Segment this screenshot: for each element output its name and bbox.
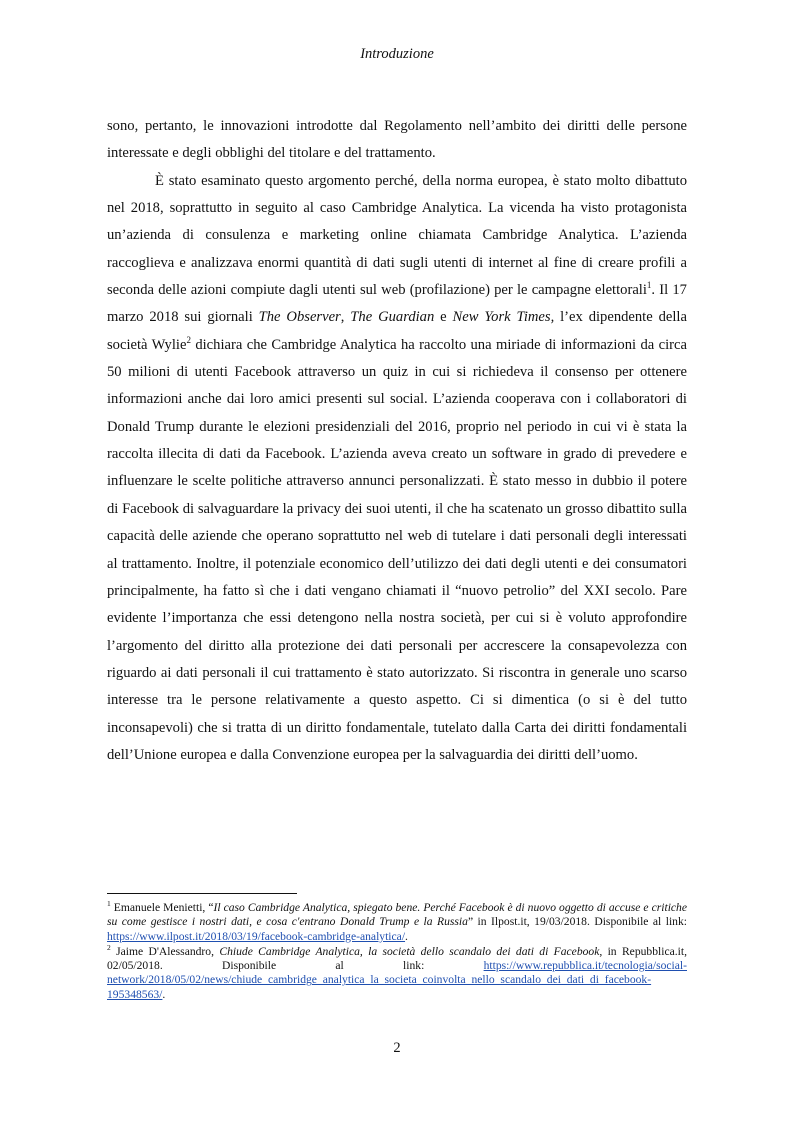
paragraph-2 [107, 168, 687, 770]
footnote-1-rest: ” in Ilpost.it, 19/03/2018. Disponibile al link: [467, 915, 687, 929]
footnote-2-link[interactable]: https://www.repubblica.it/tecnologia/social-network/2018/05/02/news/chiude_cambridge_analytica_la_societa_coinvolta_nello_scandalo_dei_dati_di_facebook-195348563/ [107, 959, 687, 1001]
footnote-1-link[interactable]: https://www.ilpost.it/2018/03/19/facebook-cambridge-analytica/ [107, 929, 406, 943]
footnote-2-author: Jaime D'Alessandro, [110, 944, 220, 958]
page-number: 2 [393, 1040, 401, 1056]
footnote-2-end: . [162, 987, 166, 1001]
main-text [107, 113, 687, 769]
paragraph-2-part-c: l’ex dipendente della società Wylie [107, 309, 687, 353]
conjunction: e [434, 309, 453, 326]
newspaper-guardian: The Guardian [350, 309, 435, 326]
footnote-1-end: . [405, 929, 408, 943]
footnote-2-rest: in Repubblica.it, 02/05/2018. Disponibile al link: [107, 944, 687, 973]
footnote-separator [107, 893, 297, 894]
footnote-1-author: Emanuele Menietti, “ [110, 901, 214, 914]
footnote-2 [107, 945, 687, 1002]
footnote-ref-2[interactable]: 2 [186, 334, 191, 345]
footnote-ref-1[interactable]: 1 [646, 280, 652, 291]
paragraph-2-part-a: È stato esaminato questo argomento perché, della norma europea, è stato molto dibattuto nel 2018, soprattutto in seguito al caso Cambridge Analytica. La vicenda ha visto protagonista un’azienda di consulenza e marketing online chiamata Cambridge Analytica. L’azienda raccoglieva e analizzava enormi quantità di dati sugli utenti di internet al fine di creare profili a seconda delle azioni compiute dagli utenti sul web (profilazione) per le campagne elettorali [107, 172, 687, 299]
comma-separator: , [340, 309, 351, 326]
newspaper-observer: The Observer [258, 309, 341, 326]
paragraph-1: sono, pertanto, le innovazioni introdotte dal Regolamento nell’ambito dei diritti delle persone interessate e degli obblighi del titolare e del trattamento. [107, 118, 687, 162]
footnote-1-mark: 1 [107, 899, 111, 909]
footnote-2-title: Chiude Cambridge Analytica, la società dello scandalo dei dati di Facebook, [219, 944, 603, 958]
newspaper-nyt: New York Times, [452, 309, 555, 326]
footnote-1-title: Il caso Cambridge Analytica, spiegato bene. Perché Facebook è di nuovo oggetto di accuse e critiche su come gestisce i nostri dati, e cosa c'entrano Donald Trump e la Russia [107, 901, 687, 929]
footnote-1 [107, 901, 687, 944]
paragraph-2-part-b: . Il 17 marzo 2018 sui giornali [107, 282, 687, 326]
running-header: Introduzione [360, 46, 434, 62]
footnote-2-mark: 2 [107, 943, 111, 953]
footnotes [107, 901, 687, 1003]
paragraph-2-part-d: dichiara che Cambridge Analytica ha raccolto una miriade di informazioni da circa 50 milioni di utenti Facebook attraverso un quiz in cui si richiedeva il consenso per ottenere informazioni anche dai loro amici presenti sul social. L’azienda cooperava con i collaboratori di Donald Trump durante le elezioni presidenziali del 2016, proprio nel periodo in cui vi è stata la raccolta illecita di dati da Facebook. L’azienda aveva creato un software in grado di prevedere e influenzare le scelte politiche attraverso annunci personalizzati. È stato messo in dubbio il potere di Facebook di salvaguardare la privacy dei suoi utenti, il che ha scatenato un grosso dibattito sulla capacità delle aziende che operano soprattutto nel web di tutelare i dati personali degli interessati al trattamento. Inoltre, il potenziale economico dell’utilizzo dei dati degli utenti e dei consumatori principalmente, ha fatto sì che i dati vengano chiamati il “nuovo petrolio” del XXI secolo. Pare evidente l’importanza che essi detengono nella nostra società, per cui si è voluto approfondire l’argomento del diritto alla protezione dei dati personali per accrescere la consapevolezza con riguardo ai dati personali il cui trattamento è stato autorizzato. Si riscontra in generale uno scarso interesse tra le persone relativamente a questo aspetto. Ci si dimentica (o si è del tutto inconsapevoli) che si tratta di un diritto fondamentale, tutelato dalla Carta dei diritti fondamentali dell’Unione europea e dalla Convenzione europea per la salvaguardia dei diritti dell’uomo. [107, 336, 687, 763]
